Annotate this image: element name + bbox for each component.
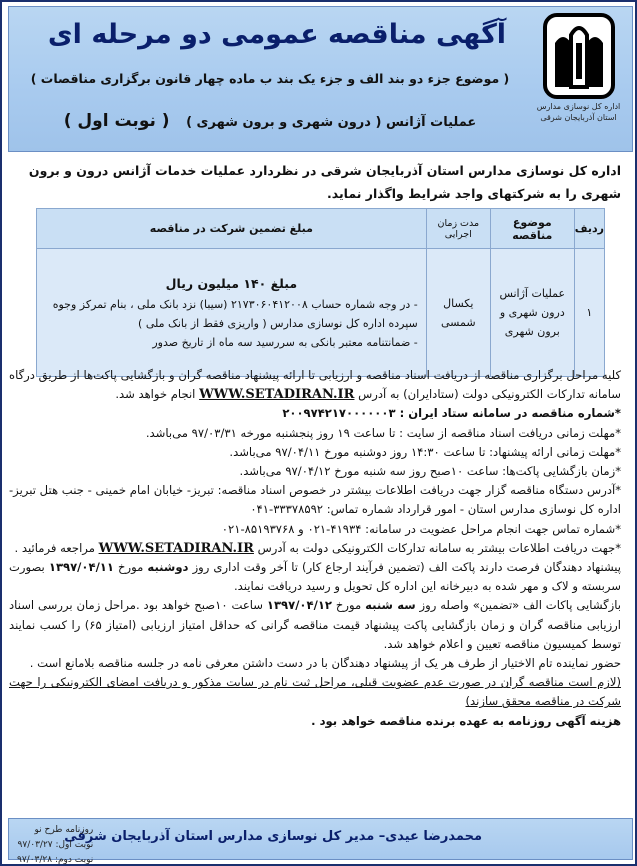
website-link[interactable]: WWW.SETADIRAN.IR [199, 387, 355, 403]
address: *آدرس دستگاه مناقصه گزار جهت دریافت اطلاعات بیشتر در خصوص اسناد مناقصه: تبریز- خیابان امام خمینی - جنب هتل تبریز- اداره کل نوسازی مدارس استان - امور قرارداد شماره تماس: ۳۳۳۷۸۵۹۲-۰۴۱ [9, 483, 621, 517]
envelope-day: سه شنبه [365, 598, 416, 613]
ad-subject: ( موضوع جزء دو بند الف و جزء یک بند ب ماده چهار قانون برگزاری مناقصات ) [30, 71, 510, 86]
tender-number: *شماره مناقصه در سامانه ستاد ایران : ۲۰۰۹۷۴۲۱۷۰۰۰۰۰۰۳ [282, 406, 621, 421]
amount-account: - در وجه شماره حساب ۲۱۷۳۰۶۰۴۱۲۰۰۸ (سیبا) نزد بانک ملی ، بنام تمرکز وجوه سپرده اداره کل نوسازی مدارس ( واریزی فقط از بانک ملی ) [52, 297, 418, 330]
cell-duration: یکسال شمسی [426, 249, 490, 377]
details-section [9, 366, 621, 731]
envelope-text-3: ساعت ۱۰صبح خواهد بود .مراحل زمان بررسی اسناد ارزیابی مناقصه گران و زمان بازگشایی پاکت پیشنهاد قیمت مناقصه گرانی که حداقل امتیاز ارزیابی (امتیاز ۶۵) را کسب نمایند توسط کمیسیون مناقصه تعیین و اعلام خواهد شد. [9, 598, 621, 651]
envelope-text: بازگشایی پاکات الف «تضمین» واصله روز [419, 598, 622, 613]
header-duration: مدت زمان اجرایی [426, 209, 490, 249]
cell-row-number: ۱ [574, 249, 604, 377]
more-info-end: مراجعه فرمائید . [14, 540, 95, 555]
tender-table [36, 208, 605, 377]
contact-numbers: *شماره تماس جهت انجام مراحل عضویت در سامانه: ۴۱۹۳۴-۰۲۱ و ۸۵۱۹۳۷۶۸-۰۲۱ [221, 521, 621, 536]
bidders-paragraph [9, 558, 621, 596]
attendance-paragraph: حضور نماینده تام الاختیار از طرف هر یک از پیشنهاد دهندگان با در دست داشتن معرفی نامه در جلسه مناقصه بلامانع است . [29, 656, 621, 671]
bidders-text-2: مورخ [118, 560, 144, 575]
header-banner [8, 6, 633, 152]
more-info-text: *جهت دریافت اطلاعات بیشتر به سامانه تدارکات الکترونیکی دولت به آدرس [257, 540, 621, 555]
opening-time: *زمان بازگشایی پاکت‌ها: ساعت ۱۰صبح روز سه شنبه مورخ ۹۷/۰۴/۱۲ می‌باشد. [239, 464, 621, 479]
deadline-offer: *مهلت زمانی ارائه پیشنهاد: تا ساعت ۱۴:۳۰ روز دوشنبه مورخ ۹۷/۰۴/۱۱ می‌باشد. [229, 444, 621, 459]
logo-block [531, 13, 626, 145]
deadline-docs: *مهلت زمانی دریافت اسناد مناقصه از سایت : تا ساعت ۱۹ روز پنجشنبه مورخه ۹۷/۰۳/۳۱ می‌باشد. [145, 425, 621, 440]
process-paragraph [9, 366, 621, 404]
process-text: کلیه مراحل برگزاری مناقصه از دریافت اسناد مناقصه و ارزیابی تا ارائه پیشنهاد مناقصه گران و بازگشایی پاکت‌ها از طریق درگاه سامانه تدارکات الکترونیکی دولت (ستادایران) به آدرس [9, 368, 621, 402]
amount-title: مبلغ ۱۴۰ میلیون ریال [165, 275, 298, 291]
publication-dates [17, 823, 93, 866]
process-text-end: انجام خواهد شد. [115, 387, 196, 402]
bidders-text: پیشنهاد دهندگان فرصت دارند پاکت الف (تضمین فرآیند ارجاع کار) تا آخر وقت اداری روز [192, 560, 622, 575]
second-round-date: نوبت دوم: ۹۷/۰۳/۲۸ [17, 855, 94, 865]
page-title: آگهی مناقصه عمومی دو مرحله ای [47, 19, 507, 50]
newspaper-label: روزنامه طرح نو [34, 825, 94, 835]
intro-text: اداره کل نوسازی مدارس استان آذربایجان شرقی در نظردارد عملیات خدمات آژانس درون و برون شهری را به شرکتهای واجد شرایط واگذار نماید. [28, 163, 621, 201]
table-header-row [37, 209, 605, 249]
envelope-paragraph [9, 596, 621, 654]
registration-note: (لازم است مناقصه گران در صورت عدم عضویت قبلی، مراحل ثبت نام در سایت مذکور و دریافت امضای الکترونیکی را جهت شرکت در مناقصه محقق سازند) [9, 675, 621, 709]
footer-banner [8, 818, 633, 865]
signature: محمدرضا عیدی– مدیر کل نوسازی مدارس استان آذربایجان شرقی [64, 829, 482, 844]
round-label: ( نوبت اول ) [63, 111, 170, 131]
ad-operations [20, 111, 520, 131]
header-row-number: ردیف [574, 209, 604, 249]
amount-guarantee: - ضمانتنامه معتبر بانکی به سررسید سه ماه از تاریخ صدور [152, 335, 418, 349]
organization-name: اداره کل نوسازی مدارس استان آذربایجان شرقی [536, 102, 621, 122]
header-subject: موضوع مناقصه [490, 209, 574, 249]
cost-note: هزینه آگهی روزنامه به عهده برنده مناقصه خواهد بود . [311, 713, 621, 728]
website-link-2[interactable]: WWW.SETADIRAN.IR [98, 540, 254, 556]
bidders-text-3: بصورت سربسته و لاک و مهر شده به دبیرخانه این اداره کل تحویل و رسید دریافت نمایند. [9, 560, 621, 594]
bidders-day: دوشنبه [147, 560, 189, 575]
cell-subject: عملیات آژانس درون شهری و برون شهری [490, 249, 574, 377]
table-row [37, 249, 605, 377]
organization-logo-icon [543, 13, 615, 99]
header-amount: مبلغ تضمین شرکت در مناقصه [37, 209, 427, 249]
cell-amount [37, 249, 427, 377]
envelope-text-2: مورخ [335, 598, 362, 613]
first-round-date: نوبت اول: ۹۷/۰۳/۲۷ [17, 840, 94, 850]
more-info [9, 539, 621, 558]
operations-text: عملیات آژانس ( درون شهری و برون شهری ) [186, 115, 477, 130]
envelope-date: ۱۳۹۷/۰۴/۱۲ [266, 598, 332, 613]
bidders-date: ۱۳۹۷/۰۴/۱۱ [48, 560, 114, 575]
